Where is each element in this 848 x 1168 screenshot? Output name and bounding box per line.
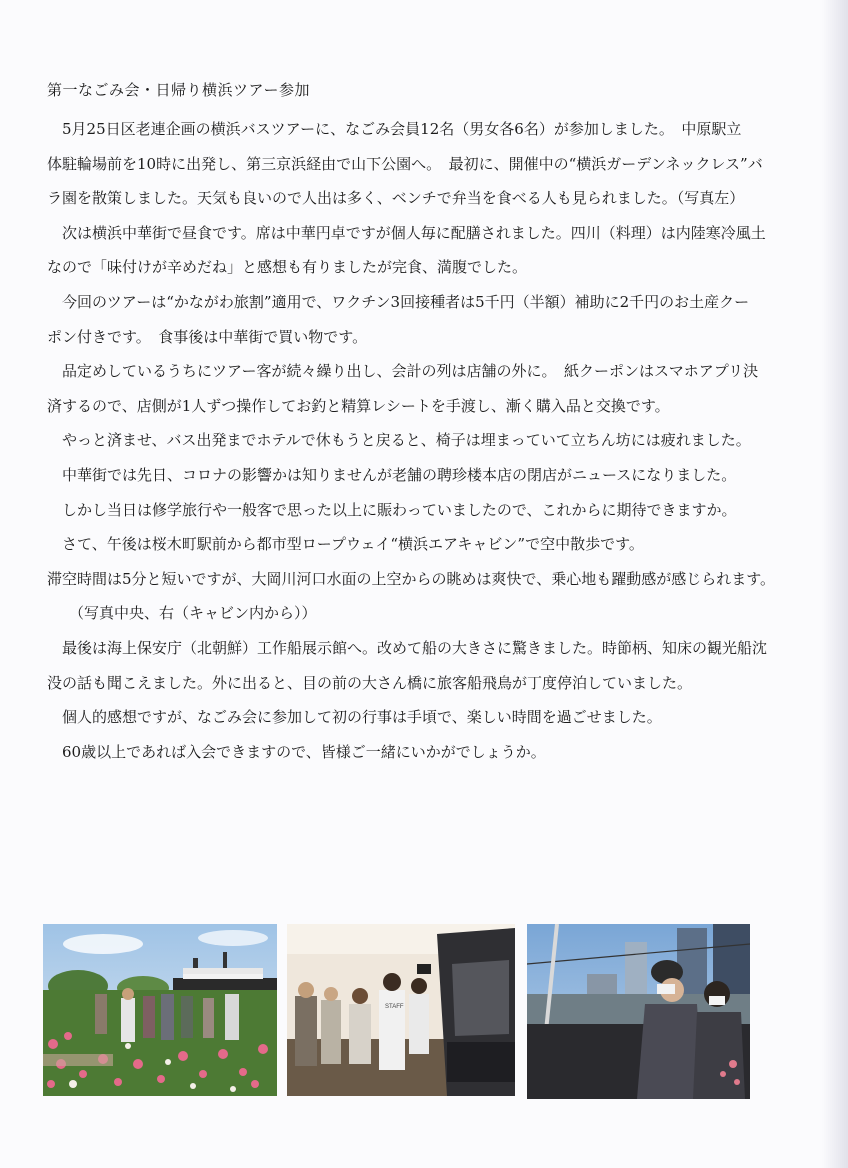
body-line: なので「味付けが辛めだね」と感想も有りましたが完食、満腹でした。 <box>47 258 528 277</box>
body-line: 品定めしているうちにツアー客が続々繰り出し、会計の列は店舗の外に。 紙クーポンはスマホアプリ決 <box>62 362 759 381</box>
body-line: 次は横浜中華街で昼食です。席は中華円卓ですが個人毎に配膳されました。四川（料理）は内陸寒冷風土 <box>62 223 766 242</box>
body-line: ラ園を散策しました。天気も良いので人出は多く、ベンチで弁当を食べる人も見られました。（写真左） <box>47 189 745 208</box>
body-line: 中華街では先日、コロナの影響かは知りませんが老舗の聘珍楼本店の閉店がニュースになりました。 <box>62 465 737 484</box>
staff-label: STAFF <box>385 1004 404 1010</box>
ropeway-cabin-boarding-photo <box>287 924 515 1096</box>
document-title: 第一なごみ会・日帰り横浜ツアー参加 <box>47 81 311 99</box>
body-line: 60歳以上であれば入会できますので、皆様ご一緒にいかがでしょうか。 <box>62 742 546 761</box>
scan-edge-shadow <box>822 0 848 1168</box>
body-line: しかし当日は修学旅行や一般客で思った以上に賑わっていましたので、これからに期待できますか。 <box>62 500 737 519</box>
body-line: 済するので、店側が1人ずつ操作してお釣と精算レシートを手渡し、漸く購入品と交換です。 <box>47 396 670 415</box>
body-line: 最後は海上保安庁（北朝鮮）工作船展示館へ。改めて船の大きさに驚きました。時節柄、知床の観光船沈 <box>62 638 768 657</box>
body-line: 没の話も聞こえました。外に出ると、目の前の大さん橋に旅客船飛鳥が丁度停泊していました。 <box>47 673 693 692</box>
photo-row <box>0 924 848 1099</box>
body-line: やっと済ませ、バス出発までホテルで休もうと戻ると、椅子は埋まっていて立ちん坊には疲れました。 <box>62 431 751 450</box>
body-line: ポン付きです。 食事後は中華街で買い物です。 <box>47 327 368 346</box>
document-body <box>47 112 792 769</box>
rose-garden-photo <box>43 924 277 1096</box>
body-line: 個人的感想ですが、なごみ会に参加して初の行事は手頃で、楽しい時間を過ごせました。 <box>62 708 662 727</box>
body-line: 滞空時間は5分と短いですが、大岡川河口水面の上空からの眺めは爽快で、乗心地も躍動感が感じられます。 <box>47 569 776 588</box>
body-line: 体駐輪場前を10時に出発し、第三京浜経由で山下公園へ。 最初に、開催中の“横浜ガーデンネックレス”バ <box>47 154 763 173</box>
body-line: （写真中央、右（キャビン内から）） <box>69 604 317 623</box>
body-line: 今回のツアーは“かながわ旅割”適用で、ワクチン3回接種者は5千円（半額）補助に2千円のお土産クー <box>62 292 750 311</box>
body-line: さて、午後は桜木町駅前から都市型ロープウェイ“横浜エアキャビン”で空中散歩です。 <box>62 535 644 554</box>
body-line: 5月25日区老連企画の横浜バスツアーに、なごみ会員12名（男女各6名）が参加しました。 中原駅立 <box>62 120 742 138</box>
inside-cabin-photo <box>527 924 750 1099</box>
